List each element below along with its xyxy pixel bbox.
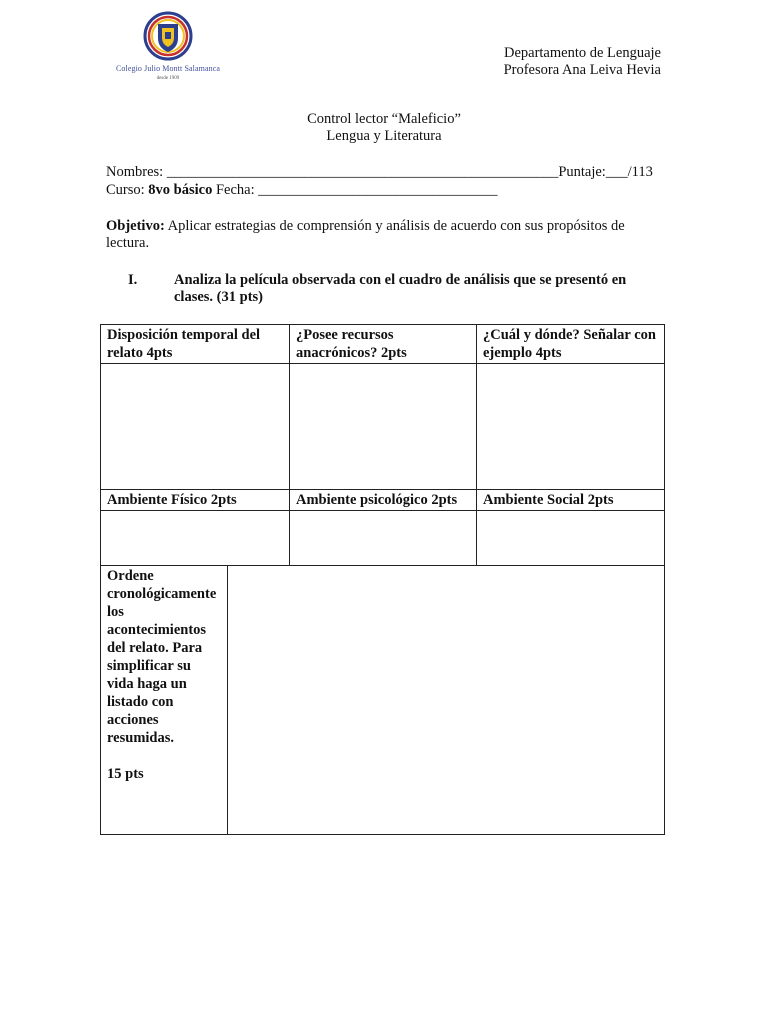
header-disposicion-temporal: Disposición temporal del relato 4pts — [101, 325, 290, 364]
answer-cell-recursos[interactable] — [290, 364, 477, 490]
section-number: I. — [128, 272, 138, 288]
analysis-table — [100, 324, 665, 835]
nombres-line — [106, 164, 653, 181]
ordene-instruction: Ordene cronológicamente los acontecimientos del relato. Para simplificar su vida haga un listado con acciones resumidas. — [107, 568, 217, 746]
puntaje-label: Puntaje: — [558, 164, 606, 180]
answer-cell-ordene[interactable] — [228, 566, 665, 835]
header-ambiente-fisico: Ambiente Físico 2pts — [101, 490, 290, 511]
header-info — [504, 45, 661, 79]
answer-cell-disposicion[interactable] — [101, 364, 290, 490]
objective — [106, 218, 666, 252]
teacher-name: Profesora Ana Leiva Hevia — [503, 62, 661, 78]
fecha-label: Fecha: — [215, 182, 255, 198]
objective-label: Objetivo: — [106, 218, 165, 234]
puntaje-total: /113 — [627, 164, 653, 180]
curso-label: Curso: — [106, 182, 145, 198]
curso-line — [106, 182, 498, 199]
title-line-1: Control lector “Maleficio” — [307, 111, 461, 127]
section-instruction: Analiza la película observada con el cuadro de análisis que se presentó en clases. (31 pts) — [174, 272, 627, 305]
title-line-2: Lengua y Literatura — [326, 128, 442, 144]
answer-cell-ambiente-social[interactable] — [477, 511, 665, 566]
header-cual-donde: ¿Cuál y dónde? Señalar con ejemplo 4pts — [477, 325, 665, 364]
school-logo — [104, 8, 232, 88]
department-name: Departamento de Lenguaje — [503, 45, 661, 61]
ordene-points: 15 pts — [107, 766, 144, 782]
curso-value: 8vo básico — [148, 182, 213, 198]
header-ambiente-social: Ambiente Social 2pts — [477, 490, 665, 511]
objective-text: Aplicar estrategias de comprensión y análisis de acuerdo con sus propósitos de lectura. — [106, 218, 625, 251]
nombres-label: Nombres: — [106, 164, 164, 180]
header-ambiente-psicologico: Ambiente psicológico 2pts — [290, 490, 477, 511]
header-recursos-anacronicos: ¿Posee recursos anacrónicos? 2pts — [290, 325, 477, 364]
answer-cell-cual-donde[interactable] — [477, 364, 665, 490]
ordene-prompt-cell — [101, 566, 228, 835]
document-title — [0, 111, 768, 145]
puntaje-blank[interactable]: ___ — [605, 164, 628, 180]
school-crest-icon — [104, 8, 232, 64]
answer-cell-ambiente-psicologico[interactable] — [290, 511, 477, 566]
logo-subcaption: desde 1909 — [156, 76, 180, 81]
answer-cell-ambiente-fisico[interactable] — [101, 511, 290, 566]
fecha-blank[interactable]: _________________________________ — [258, 182, 498, 198]
logo-caption: Colegio Julio Montt Salamanca — [116, 64, 220, 73]
nombres-blank[interactable]: ______________________________________________________ — [166, 164, 559, 180]
